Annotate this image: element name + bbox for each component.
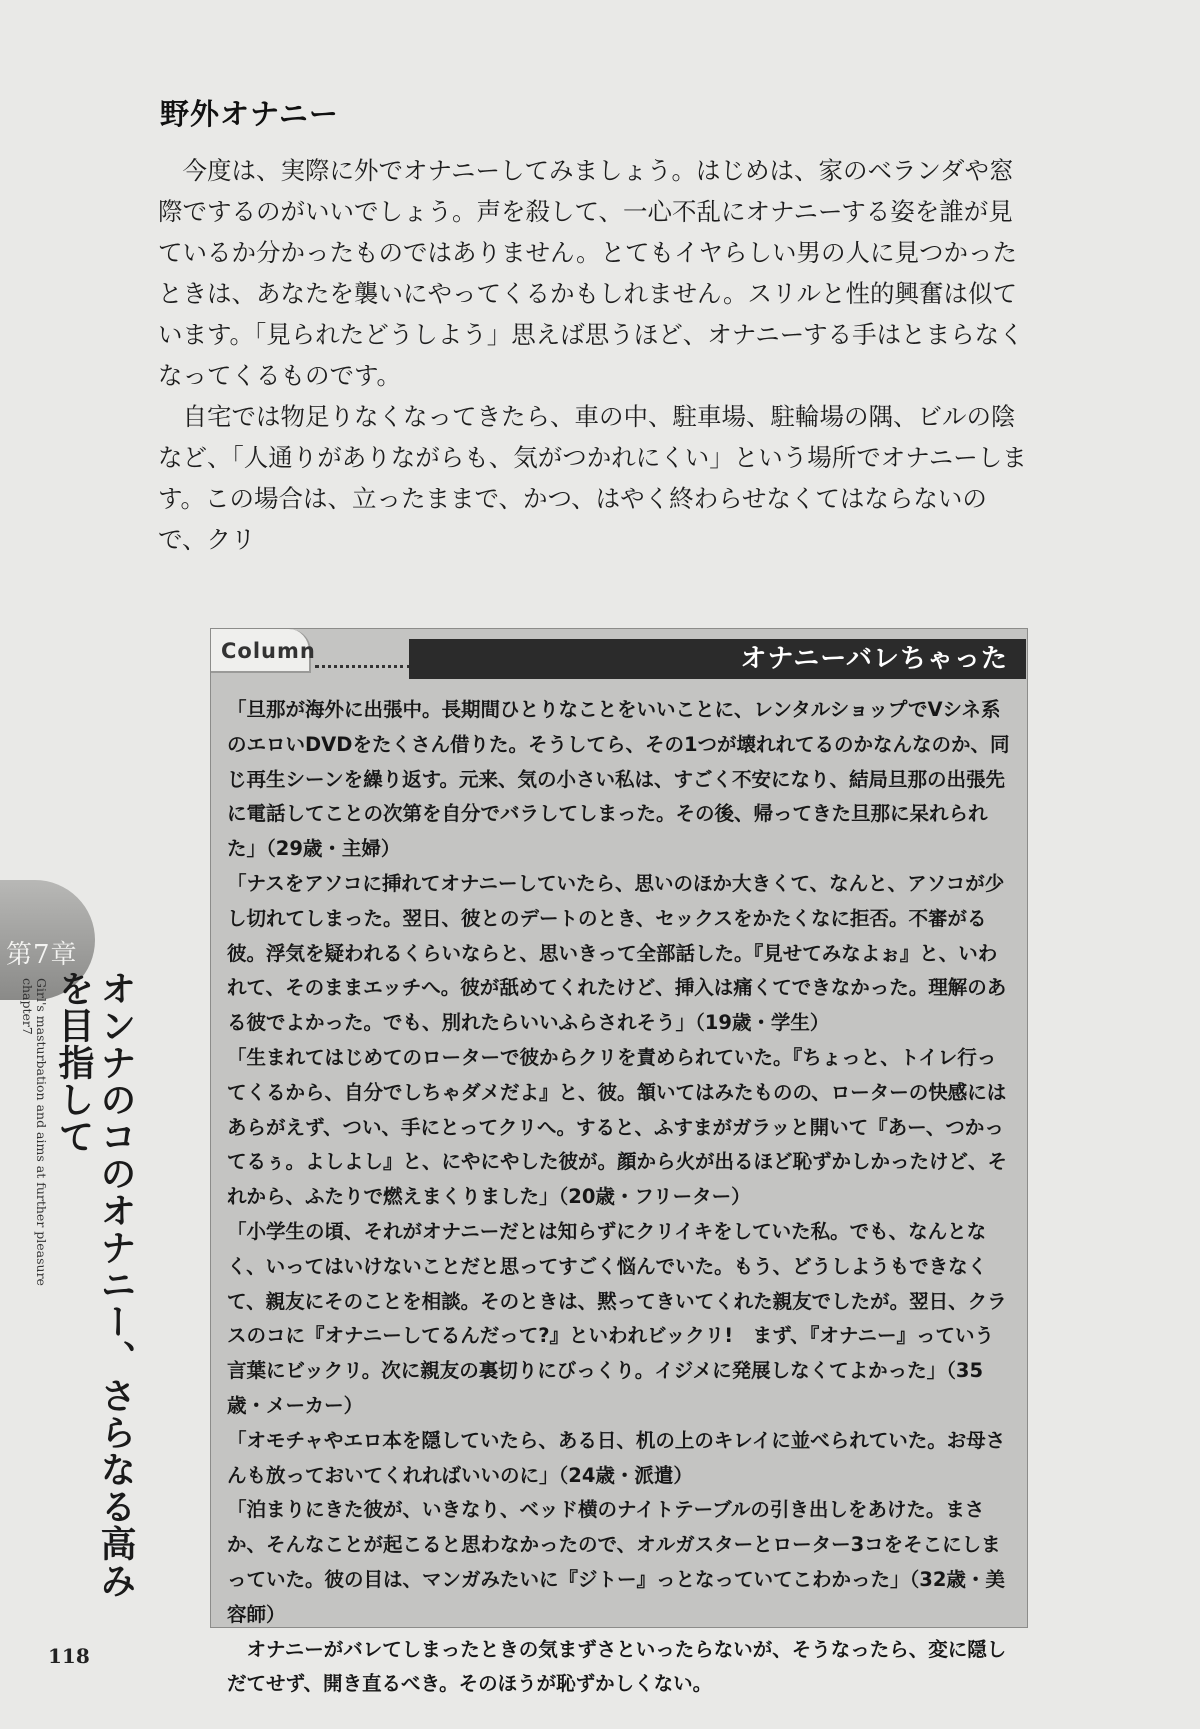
testimonial: 「泊まりにきた彼が、いきなり、ベッド横のナイトテーブルの引き出しをあけた。まさか、そんなことが起こると思わなかったので、オルガスターとローター3コをそこにしまっていた。彼の目は、マンガみたいに『ジトー』っとなっていてこわかった」（32歳・美容師） [227, 1498, 1005, 1626]
column-tab-label: Column [211, 629, 311, 673]
page-number: 118 [48, 1644, 90, 1668]
body-paragraph: 今度は、実際に外でオナニーしてみましょう。はじめは、家のベランダや窓際でするのがいいでしょう。声を殺して、一心不乱にオナニーする姿を誰が見ているか分かったものではありません。とてもイヤらしい男の人に見つかったときは、あなたを襲いにやってくるかもしれません。スリルと性的興奮は似ています。「見られたどうしよう」思えば思うほど、オナニーする手はとまらなくなってくるものです。 [158, 156, 1024, 390]
body-paragraph: 自宅では物足りなくなってきたら、車の中、駐車場、駐輪場の隅、ビルの陰など、「人通りがありながらも、気がつかれにくい」という場所でオナニーします。この場合は、立ったままで、かつ、はやく終わらせなくてはならないので、クリ [158, 402, 1027, 554]
testimonial: 「ナスをアソコに挿れてオナニーしていたら、思いのほか大きくて、なんと、アソコが少し切れてしまった。翌日、彼とのデートのとき、セックスをかたくなに拒否。不審がる彼。浮気を疑われるくらいならと、思いきって全部話した。『見せてみなよぉ』と、いわれて、そのままエッチへ。彼が舐めてくれたけど、挿入は痛くてできなかった。理解のある彼でよかった。でも、別れたらいいふらされそう」（19歳・学生） [227, 871, 1007, 1035]
column-title-bar [409, 639, 1026, 679]
column-header [211, 629, 1027, 681]
dotted-leader [315, 663, 411, 668]
chapter-title: オンナのコのオナニー、さらなる高みを目指して [53, 970, 136, 1599]
chapter-subtitle-en: Girl's masturbation and aims at further pleasure [34, 978, 49, 1286]
column-box [210, 628, 1028, 1696]
testimonial: 「オモチャやエロ本を隠していたら、ある日、机の上のキレイに並べられていた。お母さんも放っておいてくれればいいのに」（24歳・派遣） [227, 1428, 1006, 1487]
chapter-number-en: chapter7 [20, 978, 35, 1035]
testimonial: 「小学生の頃、それがオナニーだとは知らずにクリイキをしていた私。でも、なんとなく、いってはいけないことだと思ってすごく悩んでいた。もう、どうしようもできなくて、親友にそのことを相談。そのときは、黙ってきいてくれた親友でしたが。翌日、クラスのコに『オナニーしてるんだって?』といわれビックリ! まず、『オナニー』っていう言葉にビックリ。次に親友の裏切りにびっくり。イジメに発展しなくてよかった」（35歳・メーカー） [227, 1219, 1007, 1417]
chapter-label: 第7章 [6, 940, 78, 970]
column-body [227, 693, 1013, 1702]
column-closing: オナニーがバレてしまったときの気まずさといったらないが、そうなったら、変に隠しだてせず、開き直るべき。そのほうが恥ずかしくない。 [227, 1637, 1007, 1696]
body-text [158, 150, 1028, 560]
testimonial: 「旦那が海外に出張中。長期間ひとりなことをいいことに、レンタルショップでVシネ系のエロいDVDをたくさん借りた。そうしてら、その1つが壊れれてるのかなんなのか、同じ再生シーンを繰り返す。元来、気の小さい私は、すごく不安になり、結局旦那の出張先に電話してことの次第を自分でバラしてしまった。その後、帰ってきた旦那に呆れられた」（29歳・主婦） [227, 698, 1010, 861]
testimonial: 「生まれてはじめてのローターで彼からクリを責められていた。『ちょっと、トイレ行ってくるから、自分でしちゃダメだよ』と、彼。頷いてはみたものの、ローターの快感にはあらがえず、つい、手にとってクリへ。すると、ふすまがガラッと開いて『あー、つかってるぅ。よしよし』と、にやにやした彼が。顔から火が出るほど恥ずかしかったけど、それから、ふたりで燃えまくりました」（20歳・フリーター） [227, 1045, 1008, 1209]
section-heading: 野外オナニー [160, 97, 339, 131]
column-title: オナニーバレちゃった [740, 644, 1008, 674]
